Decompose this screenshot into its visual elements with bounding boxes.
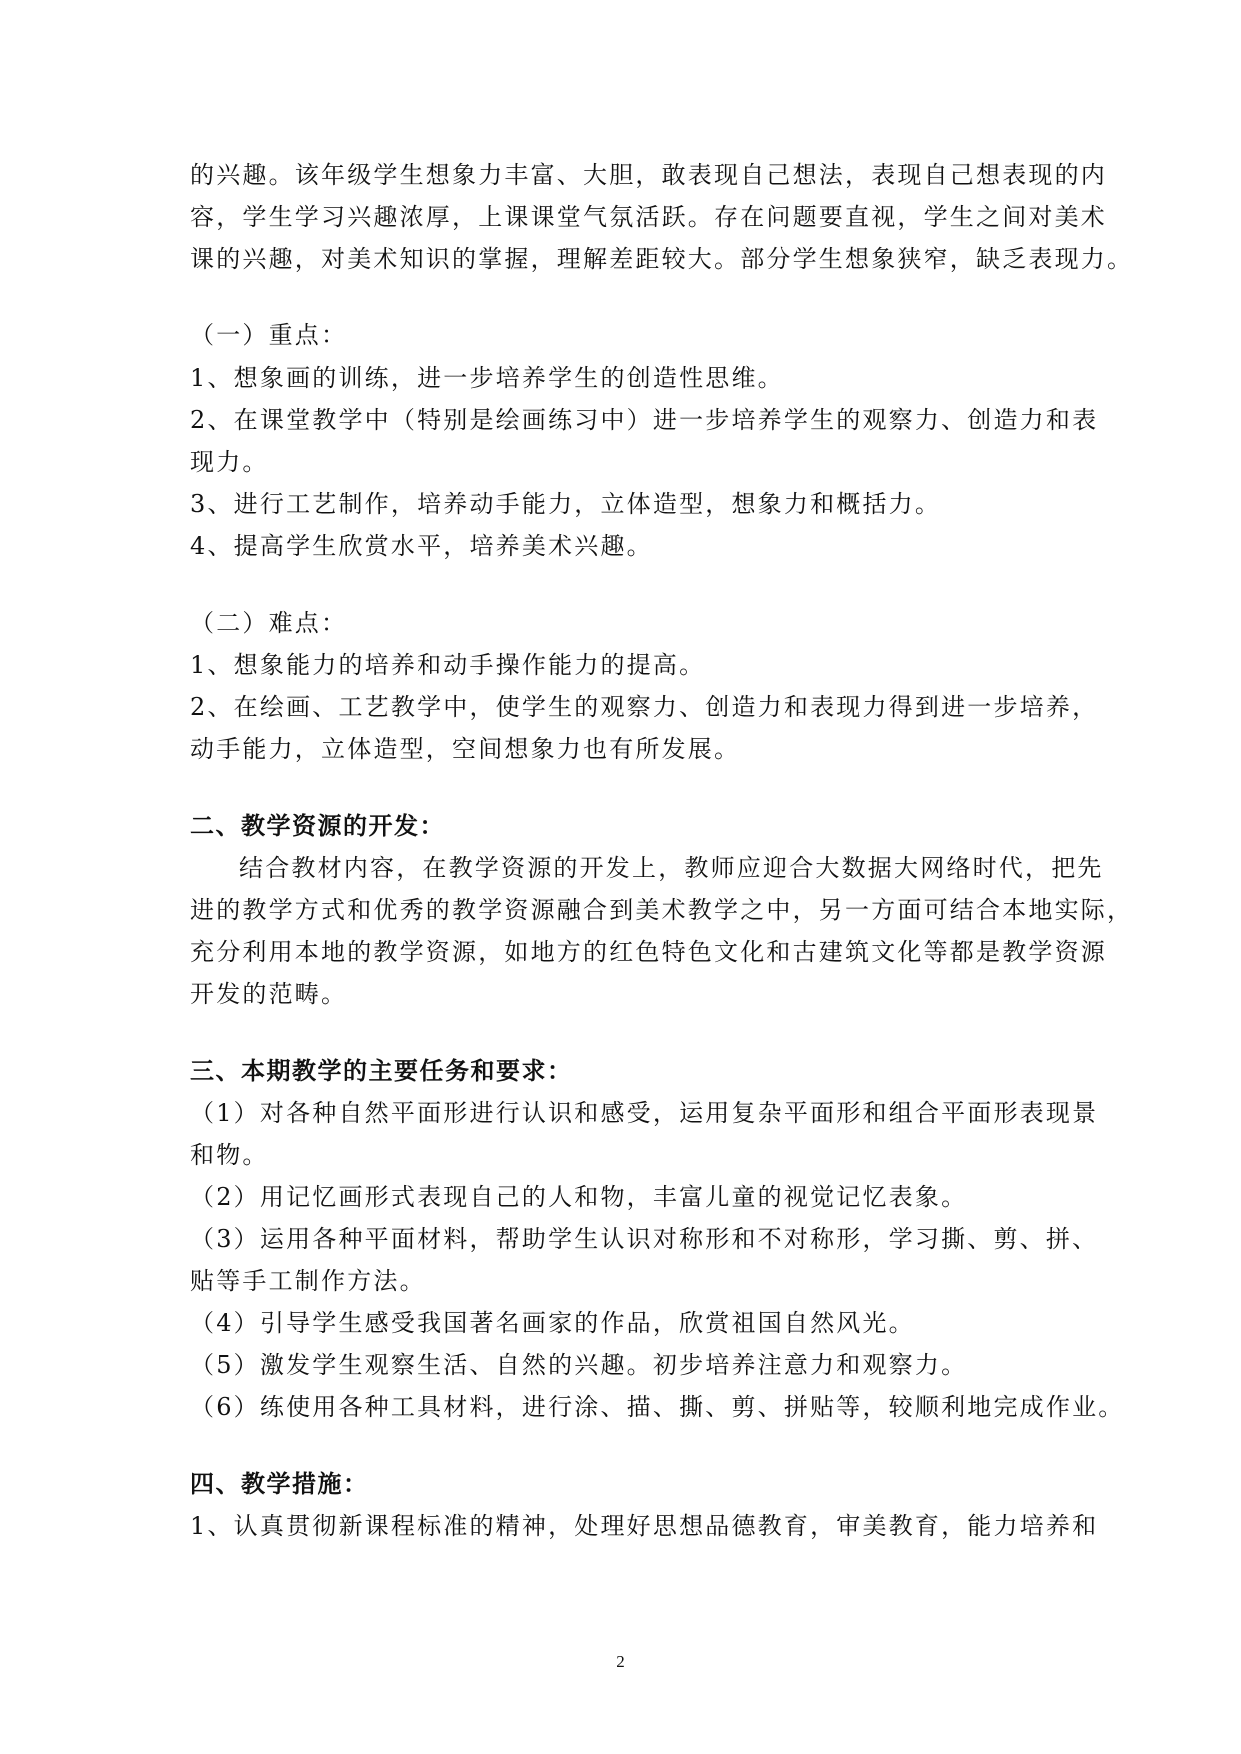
section-two-line: 充分利用本地的教学资源，如地方的红色特色文化和古建筑文化等都是教学资源 — [190, 938, 1107, 966]
section-four-line: 1、认真贯彻新课程标准的精神，处理好思想品德教育，审美教育，能力培养和 — [190, 1512, 1099, 1540]
section-three-line: （5）激发学生观察生活、自然的兴趣。初步培养注意力和观察力。 — [190, 1351, 968, 1379]
section-two-line: 进的教学方式和优秀的教学资源融合到美术教学之中，另一方面可结合本地实际， — [190, 896, 1134, 924]
difficulties-line: 1、想象能力的培养和动手操作能力的提高。 — [190, 651, 706, 679]
key-points-title: （一）重点： — [190, 321, 348, 349]
section-three-line: （1）对各种自然平面形进行认识和感受，运用复杂平面形和组合平面形表现景 — [190, 1099, 1099, 1127]
intro-line: 课的兴趣，对美术知识的掌握，理解差距较大。部分学生想象狭窄，缺乏表现力。 — [190, 245, 1134, 273]
difficulties-line: 动手能力，立体造型，空间想象力也有所发展。 — [190, 735, 741, 763]
section-two-line: 结合教材内容，在教学资源的开发上，教师应迎合大数据大网络时代，把先 — [239, 854, 1104, 882]
intro-line: 容，学生学习兴趣浓厚，上课课堂气氛活跃。存在问题要直视，学生之间对美术 — [190, 203, 1107, 231]
key-points-line: 4、提高学生欣赏水平，培养美术兴趣。 — [190, 532, 653, 560]
difficulties-title: （二）难点： — [190, 609, 348, 637]
key-points-line: 3、进行工艺制作，培养动手能力，立体造型，想象力和概括力。 — [190, 490, 942, 518]
section-two-line: 开发的范畴。 — [190, 980, 348, 1008]
section-three-line: （4）引导学生感受我国著名画家的作品，欣赏祖国自然风光。 — [190, 1309, 915, 1337]
page-number: 2 — [616, 1652, 625, 1671]
key-points-line: 现力。 — [190, 448, 269, 476]
section-four-heading: 四、教学措施： — [190, 1470, 369, 1498]
section-three-line: （2）用记忆画形式表现自己的人和物，丰富儿童的视觉记忆表象。 — [190, 1183, 968, 1211]
intro-line: 的兴趣。该年级学生想象力丰富、大胆，敢表现自己想法，表现自己想表现的内 — [190, 161, 1107, 189]
section-three-line: 贴等手工制作方法。 — [190, 1267, 426, 1295]
section-two-heading: 二、教学资源的开发： — [190, 812, 445, 840]
key-points-line: 2、在课堂教学中（特别是绘画练习中）进一步培养学生的观察力、创造力和表 — [190, 406, 1099, 434]
key-points-line: 1、想象画的训练，进一步培养学生的创造性思维。 — [190, 364, 784, 392]
difficulties-line: 2、在绘画、工艺教学中，使学生的观察力、创造力和表现力得到进一步培养， — [190, 693, 1099, 721]
section-three-line: （3）运用各种平面材料，帮助学生认识对称形和不对称形，学习撕、剪、拼、 — [190, 1225, 1099, 1253]
section-three-heading: 三、本期教学的主要任务和要求： — [190, 1057, 573, 1085]
section-three-line: （6）练使用各种工具材料，进行涂、描、撕、剪、拼贴等，较顺利地完成作业。 — [190, 1393, 1125, 1421]
section-three-line: 和物。 — [190, 1141, 269, 1169]
